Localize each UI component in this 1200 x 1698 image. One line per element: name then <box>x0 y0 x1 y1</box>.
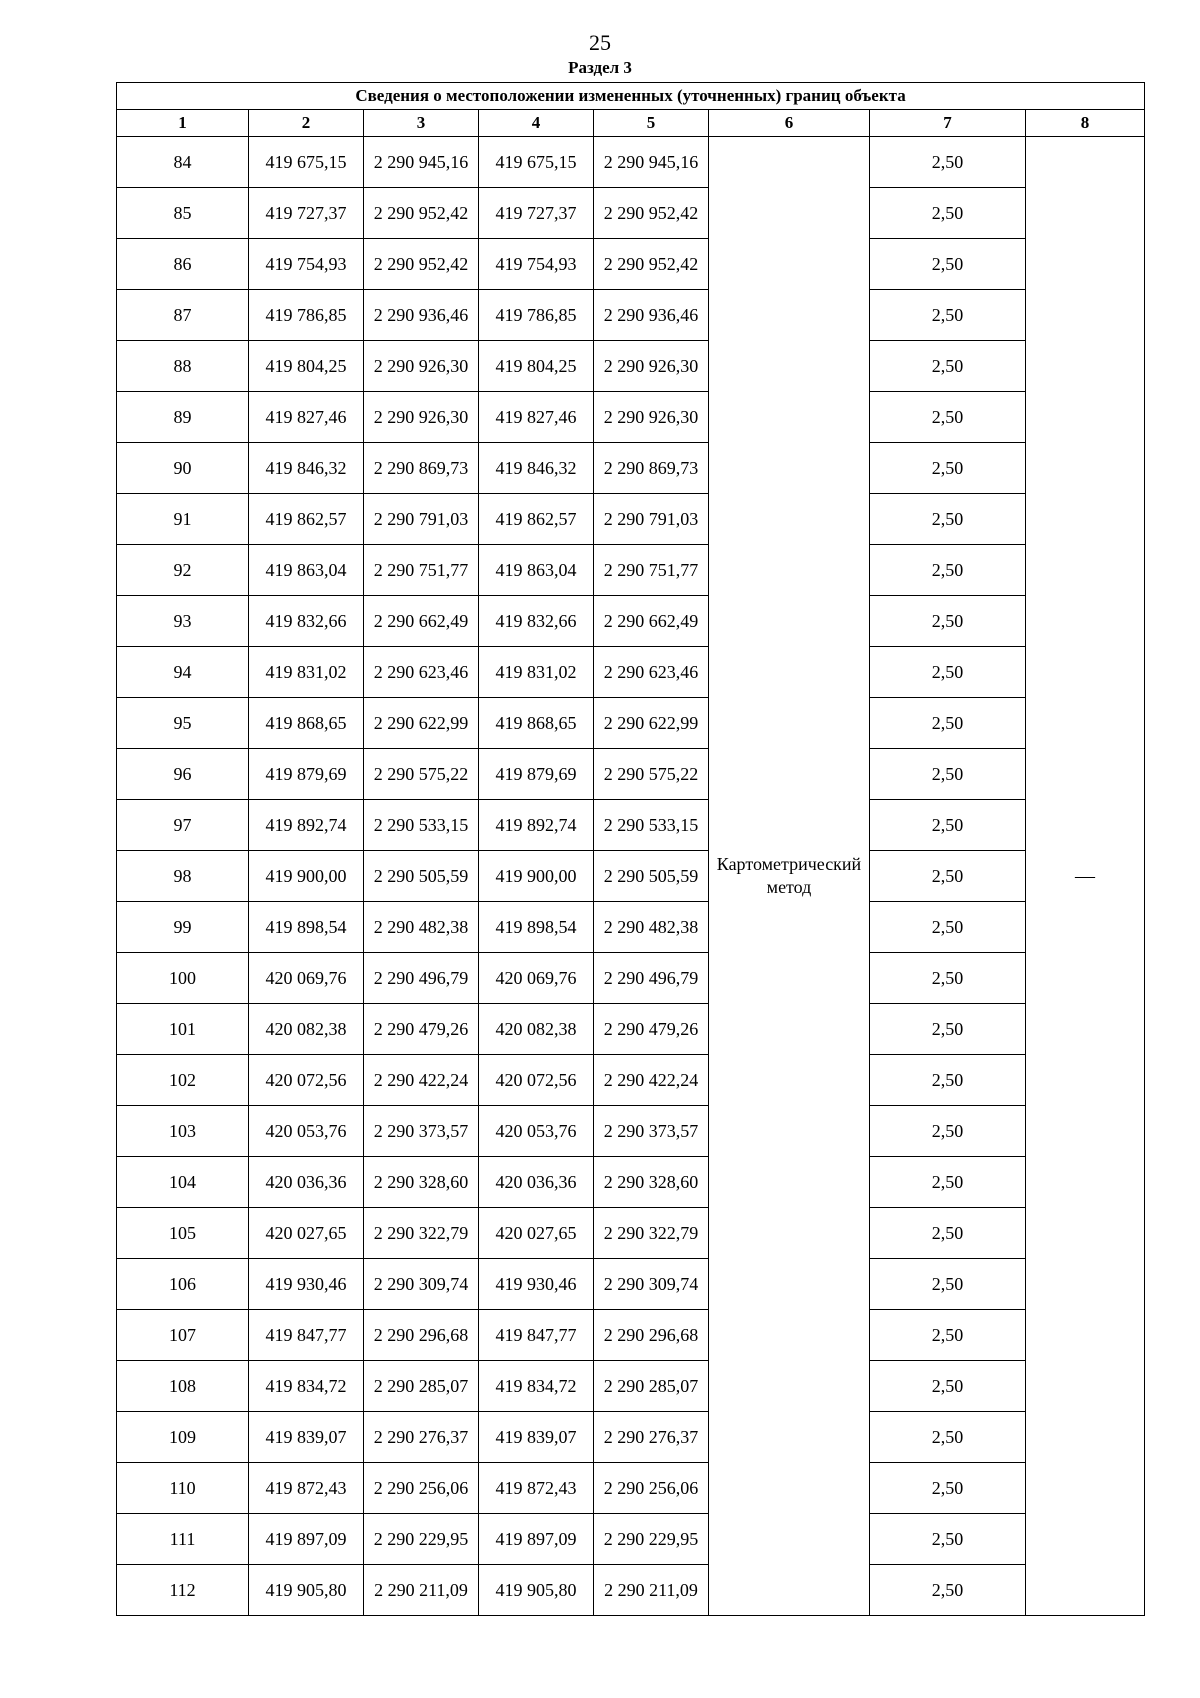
point-number-cell: 99 <box>117 902 249 953</box>
y-old-cell: 2 290 211,09 <box>364 1565 479 1616</box>
y-new-cell: 2 290 296,68 <box>594 1310 709 1361</box>
y-old-cell: 2 290 622,99 <box>364 698 479 749</box>
point-number-cell: 84 <box>117 137 249 188</box>
y-new-cell: 2 290 926,30 <box>594 392 709 443</box>
coordinates-table <box>116 82 1145 1616</box>
x-new-cell: 419 930,46 <box>479 1259 594 1310</box>
x-new-cell: 419 898,54 <box>479 902 594 953</box>
point-number-cell: 101 <box>117 1004 249 1055</box>
accuracy-cell: 2,50 <box>870 392 1026 443</box>
table-title: Сведения о местоположении измененных (уточненных) границ объекта <box>117 83 1145 110</box>
point-number-cell: 87 <box>117 290 249 341</box>
column-number: 6 <box>709 110 870 137</box>
point-number-cell: 110 <box>117 1463 249 1514</box>
accuracy-cell: 2,50 <box>870 902 1026 953</box>
accuracy-cell: 2,50 <box>870 647 1026 698</box>
accuracy-cell: 2,50 <box>870 341 1026 392</box>
x-new-cell: 420 069,76 <box>479 953 594 1004</box>
x-old-cell: 420 036,36 <box>249 1157 364 1208</box>
table-row <box>117 1004 1145 1055</box>
y-old-cell: 2 290 322,79 <box>364 1208 479 1259</box>
table-row <box>117 188 1145 239</box>
y-new-cell: 2 290 373,57 <box>594 1106 709 1157</box>
y-new-cell: 2 290 533,15 <box>594 800 709 851</box>
table-row <box>117 1565 1145 1616</box>
y-new-cell: 2 290 575,22 <box>594 749 709 800</box>
y-old-cell: 2 290 256,06 <box>364 1463 479 1514</box>
x-new-cell: 419 872,43 <box>479 1463 594 1514</box>
y-new-cell: 2 290 276,37 <box>594 1412 709 1463</box>
point-number-cell: 95 <box>117 698 249 749</box>
y-old-cell: 2 290 936,46 <box>364 290 479 341</box>
x-new-cell: 419 834,72 <box>479 1361 594 1412</box>
y-old-cell: 2 290 328,60 <box>364 1157 479 1208</box>
column-number: 3 <box>364 110 479 137</box>
y-old-cell: 2 290 926,30 <box>364 392 479 443</box>
point-number-cell: 111 <box>117 1514 249 1565</box>
y-old-cell: 2 290 505,59 <box>364 851 479 902</box>
table-row <box>117 1055 1145 1106</box>
accuracy-cell: 2,50 <box>870 290 1026 341</box>
x-new-cell: 419 879,69 <box>479 749 594 800</box>
point-number-cell: 102 <box>117 1055 249 1106</box>
table-row <box>117 545 1145 596</box>
y-new-cell: 2 290 926,30 <box>594 341 709 392</box>
table-row <box>117 1514 1145 1565</box>
x-old-cell: 419 831,02 <box>249 647 364 698</box>
table-row <box>117 494 1145 545</box>
point-number-cell: 92 <box>117 545 249 596</box>
accuracy-cell: 2,50 <box>870 800 1026 851</box>
accuracy-cell: 2,50 <box>870 137 1026 188</box>
x-old-cell: 419 898,54 <box>249 902 364 953</box>
y-old-cell: 2 290 296,68 <box>364 1310 479 1361</box>
y-old-cell: 2 290 533,15 <box>364 800 479 851</box>
x-new-cell: 420 082,38 <box>479 1004 594 1055</box>
accuracy-cell: 2,50 <box>870 1463 1026 1514</box>
point-number-cell: 106 <box>117 1259 249 1310</box>
table-row <box>117 1310 1145 1361</box>
x-new-cell: 419 905,80 <box>479 1565 594 1616</box>
table-row <box>117 1208 1145 1259</box>
point-number-cell: 93 <box>117 596 249 647</box>
y-new-cell: 2 290 496,79 <box>594 953 709 1004</box>
table-row <box>117 647 1145 698</box>
y-new-cell: 2 290 751,77 <box>594 545 709 596</box>
column-number: 7 <box>870 110 1026 137</box>
accuracy-cell: 2,50 <box>870 1208 1026 1259</box>
point-number-cell: 103 <box>117 1106 249 1157</box>
table-row <box>117 902 1145 953</box>
y-new-cell: 2 290 952,42 <box>594 239 709 290</box>
y-old-cell: 2 290 945,16 <box>364 137 479 188</box>
accuracy-cell: 2,50 <box>870 851 1026 902</box>
x-new-cell: 419 786,85 <box>479 290 594 341</box>
y-new-cell: 2 290 622,99 <box>594 698 709 749</box>
column-number: 1 <box>117 110 249 137</box>
point-number-cell: 96 <box>117 749 249 800</box>
accuracy-cell: 2,50 <box>870 1514 1026 1565</box>
point-number-cell: 90 <box>117 443 249 494</box>
x-old-cell: 419 786,85 <box>249 290 364 341</box>
point-number-cell: 88 <box>117 341 249 392</box>
method-cell: Картометрический метод <box>709 137 870 1616</box>
x-new-cell: 419 846,32 <box>479 443 594 494</box>
x-old-cell: 419 834,72 <box>249 1361 364 1412</box>
accuracy-cell: 2,50 <box>870 1565 1026 1616</box>
table-row <box>117 749 1145 800</box>
column-number: 8 <box>1026 110 1145 137</box>
x-new-cell: 419 804,25 <box>479 341 594 392</box>
y-new-cell: 2 290 285,07 <box>594 1361 709 1412</box>
x-new-cell: 419 862,57 <box>479 494 594 545</box>
y-new-cell: 2 290 422,24 <box>594 1055 709 1106</box>
section-title: Раздел 3 <box>568 58 632 77</box>
accuracy-cell: 2,50 <box>870 749 1026 800</box>
table-row <box>117 1106 1145 1157</box>
x-old-cell: 419 754,93 <box>249 239 364 290</box>
y-old-cell: 2 290 791,03 <box>364 494 479 545</box>
column-number: 5 <box>594 110 709 137</box>
point-number-cell: 100 <box>117 953 249 1004</box>
y-old-cell: 2 290 373,57 <box>364 1106 479 1157</box>
x-new-cell: 419 675,15 <box>479 137 594 188</box>
x-old-cell: 419 846,32 <box>249 443 364 494</box>
x-new-cell: 419 727,37 <box>479 188 594 239</box>
x-old-cell: 419 827,46 <box>249 392 364 443</box>
x-old-cell: 419 900,00 <box>249 851 364 902</box>
y-old-cell: 2 290 496,79 <box>364 953 479 1004</box>
point-number-cell: 86 <box>117 239 249 290</box>
x-new-cell: 419 754,93 <box>479 239 594 290</box>
table-row <box>117 341 1145 392</box>
point-number-cell: 104 <box>117 1157 249 1208</box>
column8-cell: — <box>1026 137 1145 1616</box>
y-old-cell: 2 290 285,07 <box>364 1361 479 1412</box>
y-new-cell: 2 290 322,79 <box>594 1208 709 1259</box>
x-new-cell: 420 027,65 <box>479 1208 594 1259</box>
accuracy-cell: 2,50 <box>870 494 1026 545</box>
x-old-cell: 419 897,09 <box>249 1514 364 1565</box>
table-row <box>117 1412 1145 1463</box>
accuracy-cell: 2,50 <box>870 1310 1026 1361</box>
y-old-cell: 2 290 479,26 <box>364 1004 479 1055</box>
point-number-cell: 91 <box>117 494 249 545</box>
table-row <box>117 953 1145 1004</box>
y-old-cell: 2 290 276,37 <box>364 1412 479 1463</box>
x-new-cell: 419 897,09 <box>479 1514 594 1565</box>
table-body <box>117 137 1145 1616</box>
table-row <box>117 392 1145 443</box>
y-new-cell: 2 290 945,16 <box>594 137 709 188</box>
table-row <box>117 137 1145 188</box>
point-number-cell: 108 <box>117 1361 249 1412</box>
x-old-cell: 419 804,25 <box>249 341 364 392</box>
accuracy-cell: 2,50 <box>870 1412 1026 1463</box>
table-row <box>117 698 1145 749</box>
y-old-cell: 2 290 623,46 <box>364 647 479 698</box>
x-old-cell: 420 069,76 <box>249 953 364 1004</box>
x-new-cell: 419 839,07 <box>479 1412 594 1463</box>
accuracy-cell: 2,50 <box>870 188 1026 239</box>
y-old-cell: 2 290 229,95 <box>364 1514 479 1565</box>
table-row <box>117 1463 1145 1514</box>
column-number-row <box>117 110 1145 137</box>
point-number-cell: 107 <box>117 1310 249 1361</box>
y-old-cell: 2 290 926,30 <box>364 341 479 392</box>
x-new-cell: 419 892,74 <box>479 800 594 851</box>
y-new-cell: 2 290 952,42 <box>594 188 709 239</box>
y-old-cell: 2 290 751,77 <box>364 545 479 596</box>
y-new-cell: 2 290 479,26 <box>594 1004 709 1055</box>
y-old-cell: 2 290 309,74 <box>364 1259 479 1310</box>
accuracy-cell: 2,50 <box>870 239 1026 290</box>
x-old-cell: 419 862,57 <box>249 494 364 545</box>
point-number-cell: 85 <box>117 188 249 239</box>
accuracy-cell: 2,50 <box>870 1004 1026 1055</box>
x-old-cell: 419 930,46 <box>249 1259 364 1310</box>
y-old-cell: 2 290 575,22 <box>364 749 479 800</box>
x-old-cell: 419 863,04 <box>249 545 364 596</box>
y-new-cell: 2 290 791,03 <box>594 494 709 545</box>
x-new-cell: 419 868,65 <box>479 698 594 749</box>
x-new-cell: 419 847,77 <box>479 1310 594 1361</box>
x-old-cell: 419 879,69 <box>249 749 364 800</box>
x-old-cell: 419 872,43 <box>249 1463 364 1514</box>
y-new-cell: 2 290 869,73 <box>594 443 709 494</box>
table-row <box>117 1361 1145 1412</box>
table-row <box>117 239 1145 290</box>
y-new-cell: 2 290 623,46 <box>594 647 709 698</box>
accuracy-cell: 2,50 <box>870 1055 1026 1106</box>
x-old-cell: 419 727,37 <box>249 188 364 239</box>
accuracy-cell: 2,50 <box>870 698 1026 749</box>
column-number: 4 <box>479 110 594 137</box>
x-old-cell: 419 675,15 <box>249 137 364 188</box>
x-old-cell: 420 072,56 <box>249 1055 364 1106</box>
accuracy-cell: 2,50 <box>870 1157 1026 1208</box>
y-new-cell: 2 290 256,06 <box>594 1463 709 1514</box>
y-old-cell: 2 290 422,24 <box>364 1055 479 1106</box>
x-old-cell: 420 053,76 <box>249 1106 364 1157</box>
x-old-cell: 419 839,07 <box>249 1412 364 1463</box>
accuracy-cell: 2,50 <box>870 953 1026 1004</box>
y-new-cell: 2 290 505,59 <box>594 851 709 902</box>
x-old-cell: 419 832,66 <box>249 596 364 647</box>
x-new-cell: 419 863,04 <box>479 545 594 596</box>
point-number-cell: 94 <box>117 647 249 698</box>
accuracy-cell: 2,50 <box>870 1259 1026 1310</box>
x-old-cell: 419 868,65 <box>249 698 364 749</box>
y-new-cell: 2 290 328,60 <box>594 1157 709 1208</box>
x-new-cell: 420 053,76 <box>479 1106 594 1157</box>
y-old-cell: 2 290 869,73 <box>364 443 479 494</box>
accuracy-cell: 2,50 <box>870 596 1026 647</box>
y-old-cell: 2 290 662,49 <box>364 596 479 647</box>
point-number-cell: 109 <box>117 1412 249 1463</box>
point-number-cell: 112 <box>117 1565 249 1616</box>
y-new-cell: 2 290 309,74 <box>594 1259 709 1310</box>
accuracy-cell: 2,50 <box>870 545 1026 596</box>
x-old-cell: 419 905,80 <box>249 1565 364 1616</box>
y-new-cell: 2 290 936,46 <box>594 290 709 341</box>
x-new-cell: 419 900,00 <box>479 851 594 902</box>
x-old-cell: 419 892,74 <box>249 800 364 851</box>
x-new-cell: 420 036,36 <box>479 1157 594 1208</box>
accuracy-cell: 2,50 <box>870 443 1026 494</box>
table-row <box>117 596 1145 647</box>
table-row <box>117 1259 1145 1310</box>
table-row <box>117 443 1145 494</box>
accuracy-cell: 2,50 <box>870 1106 1026 1157</box>
point-number-cell: 98 <box>117 851 249 902</box>
table-row <box>117 851 1145 902</box>
point-number-cell: 105 <box>117 1208 249 1259</box>
y-new-cell: 2 290 229,95 <box>594 1514 709 1565</box>
x-new-cell: 419 827,46 <box>479 392 594 443</box>
point-number-cell: 97 <box>117 800 249 851</box>
y-old-cell: 2 290 482,38 <box>364 902 479 953</box>
x-new-cell: 419 831,02 <box>479 647 594 698</box>
x-new-cell: 419 832,66 <box>479 596 594 647</box>
table-row <box>117 290 1145 341</box>
y-new-cell: 2 290 211,09 <box>594 1565 709 1616</box>
x-old-cell: 419 847,77 <box>249 1310 364 1361</box>
x-new-cell: 420 072,56 <box>479 1055 594 1106</box>
table-row <box>117 800 1145 851</box>
y-old-cell: 2 290 952,42 <box>364 239 479 290</box>
y-old-cell: 2 290 952,42 <box>364 188 479 239</box>
accuracy-cell: 2,50 <box>870 1361 1026 1412</box>
y-new-cell: 2 290 662,49 <box>594 596 709 647</box>
page-number: 25 <box>589 30 611 55</box>
x-old-cell: 420 082,38 <box>249 1004 364 1055</box>
y-new-cell: 2 290 482,38 <box>594 902 709 953</box>
point-number-cell: 89 <box>117 392 249 443</box>
column-number: 2 <box>249 110 364 137</box>
x-old-cell: 420 027,65 <box>249 1208 364 1259</box>
table-row <box>117 1157 1145 1208</box>
